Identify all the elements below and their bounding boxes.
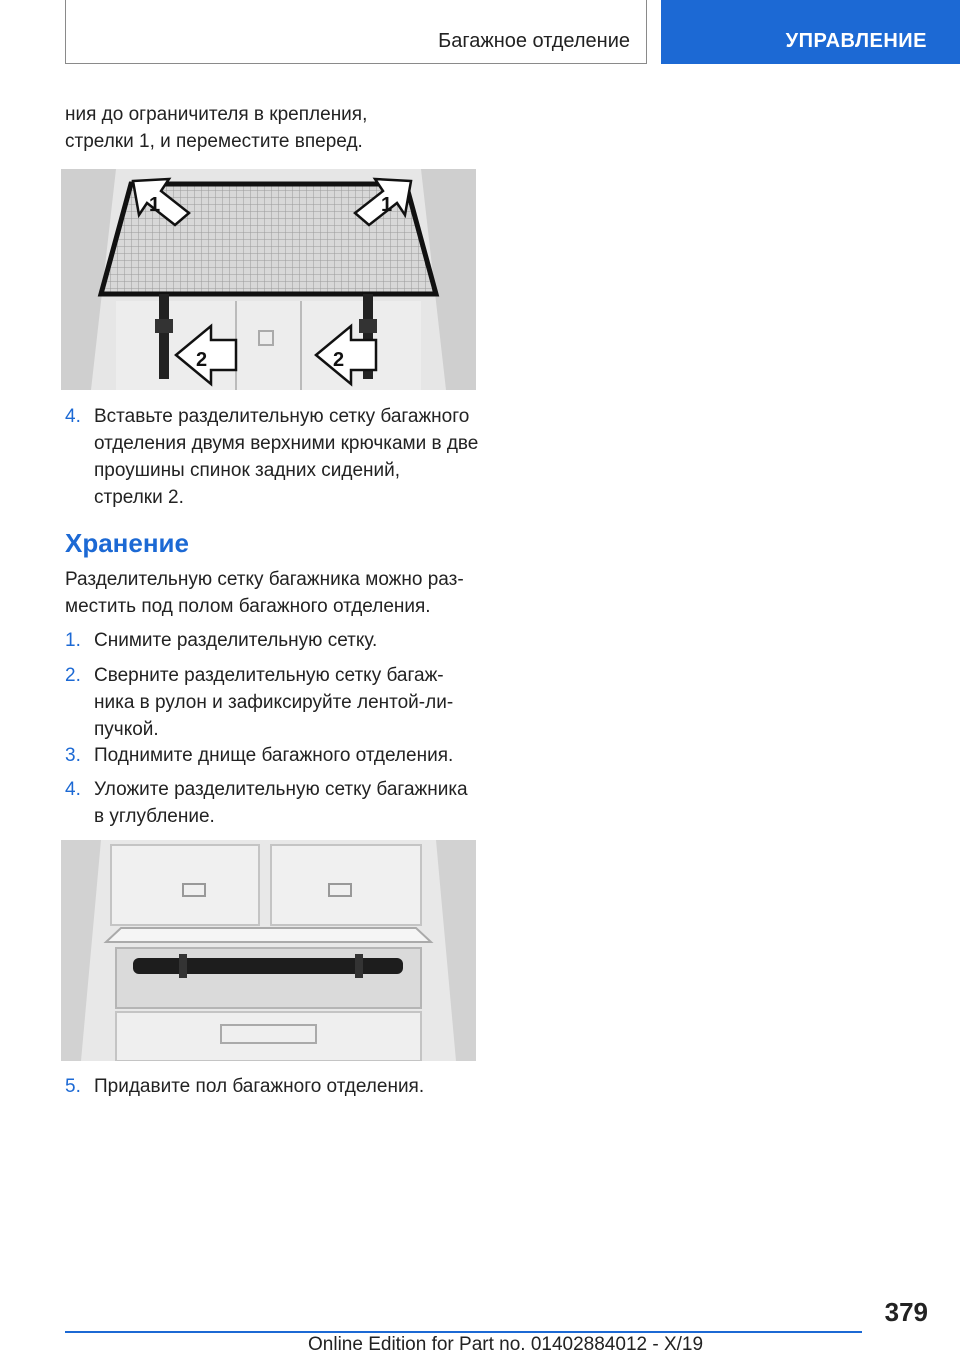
- step-number: 2.: [65, 665, 81, 686]
- step-line: Вставьте разделительную сетку багажного: [94, 406, 470, 427]
- intro-line-2: стрелки 1, и переместите вперед.: [65, 131, 363, 152]
- step-text: [94, 776, 494, 830]
- step-number: 1.: [65, 630, 81, 651]
- step-line: в углубление.: [94, 806, 215, 827]
- arrow-label-1-left: 1: [149, 194, 161, 216]
- step-line: проушины спинок задних сидений,: [94, 460, 401, 481]
- step-line: Уложите разделительную сетку багажника: [94, 779, 468, 800]
- chapter-title: УПРАВЛЕНИЕ: [785, 30, 927, 52]
- step-line: ника в рулон и зафиксируйте лентой-ли-: [94, 692, 454, 713]
- storage-paragraph: [65, 566, 495, 620]
- step-line: пучкой.: [94, 719, 159, 740]
- header-section-box: [65, 0, 647, 64]
- step-text: [94, 662, 494, 743]
- storage-heading: Хранение: [65, 528, 189, 558]
- intro-line-1: ния до ограничителя в крепления,: [65, 104, 368, 125]
- step-line: Придавите пол багажного отделения.: [94, 1076, 425, 1097]
- step-line: Сверните разделительную сетку багаж-: [94, 665, 444, 686]
- step-number: 5.: [65, 1076, 81, 1097]
- step-number: 4.: [65, 406, 81, 427]
- step-number: 3.: [65, 745, 81, 766]
- step-line: Поднимите днище багажного отделения.: [94, 745, 454, 766]
- step-line: отделения двумя верхними крючками в две: [94, 433, 479, 454]
- step-line: стрелки 2.: [94, 487, 184, 508]
- step-text: [94, 403, 494, 511]
- cargo-net-storage-figure: [61, 840, 476, 1061]
- step-line: Снимите разделительную сетку.: [94, 630, 378, 651]
- arrow-label-2-right: 2: [333, 349, 345, 371]
- cargo-net-installation-figure: [61, 169, 476, 390]
- footer-divider: [65, 1331, 862, 1333]
- section-title: Багажное отделение: [438, 30, 630, 52]
- step-text: [94, 1073, 494, 1100]
- arrow-label-2-left: 2: [196, 349, 208, 371]
- header-chapter-tab[interactable]: [661, 0, 960, 64]
- arrow-label-1-right: 1: [381, 194, 393, 216]
- intro-paragraph: [65, 101, 485, 155]
- storage-line-2: местить под полом багажного отделения.: [65, 596, 431, 617]
- step-text: [94, 742, 494, 769]
- step-number: 4.: [65, 779, 81, 800]
- cargo-net-illustration: [61, 169, 476, 390]
- cargo-net-storage-illustration: [61, 840, 476, 1061]
- footer-edition: Online Edition for Part no. 01402884012 - X/19: [308, 1334, 704, 1355]
- storage-line-1: Разделительную сетку багажника можно раз-: [65, 569, 464, 590]
- page-number: 379: [884, 1297, 928, 1327]
- step-text: [94, 627, 494, 654]
